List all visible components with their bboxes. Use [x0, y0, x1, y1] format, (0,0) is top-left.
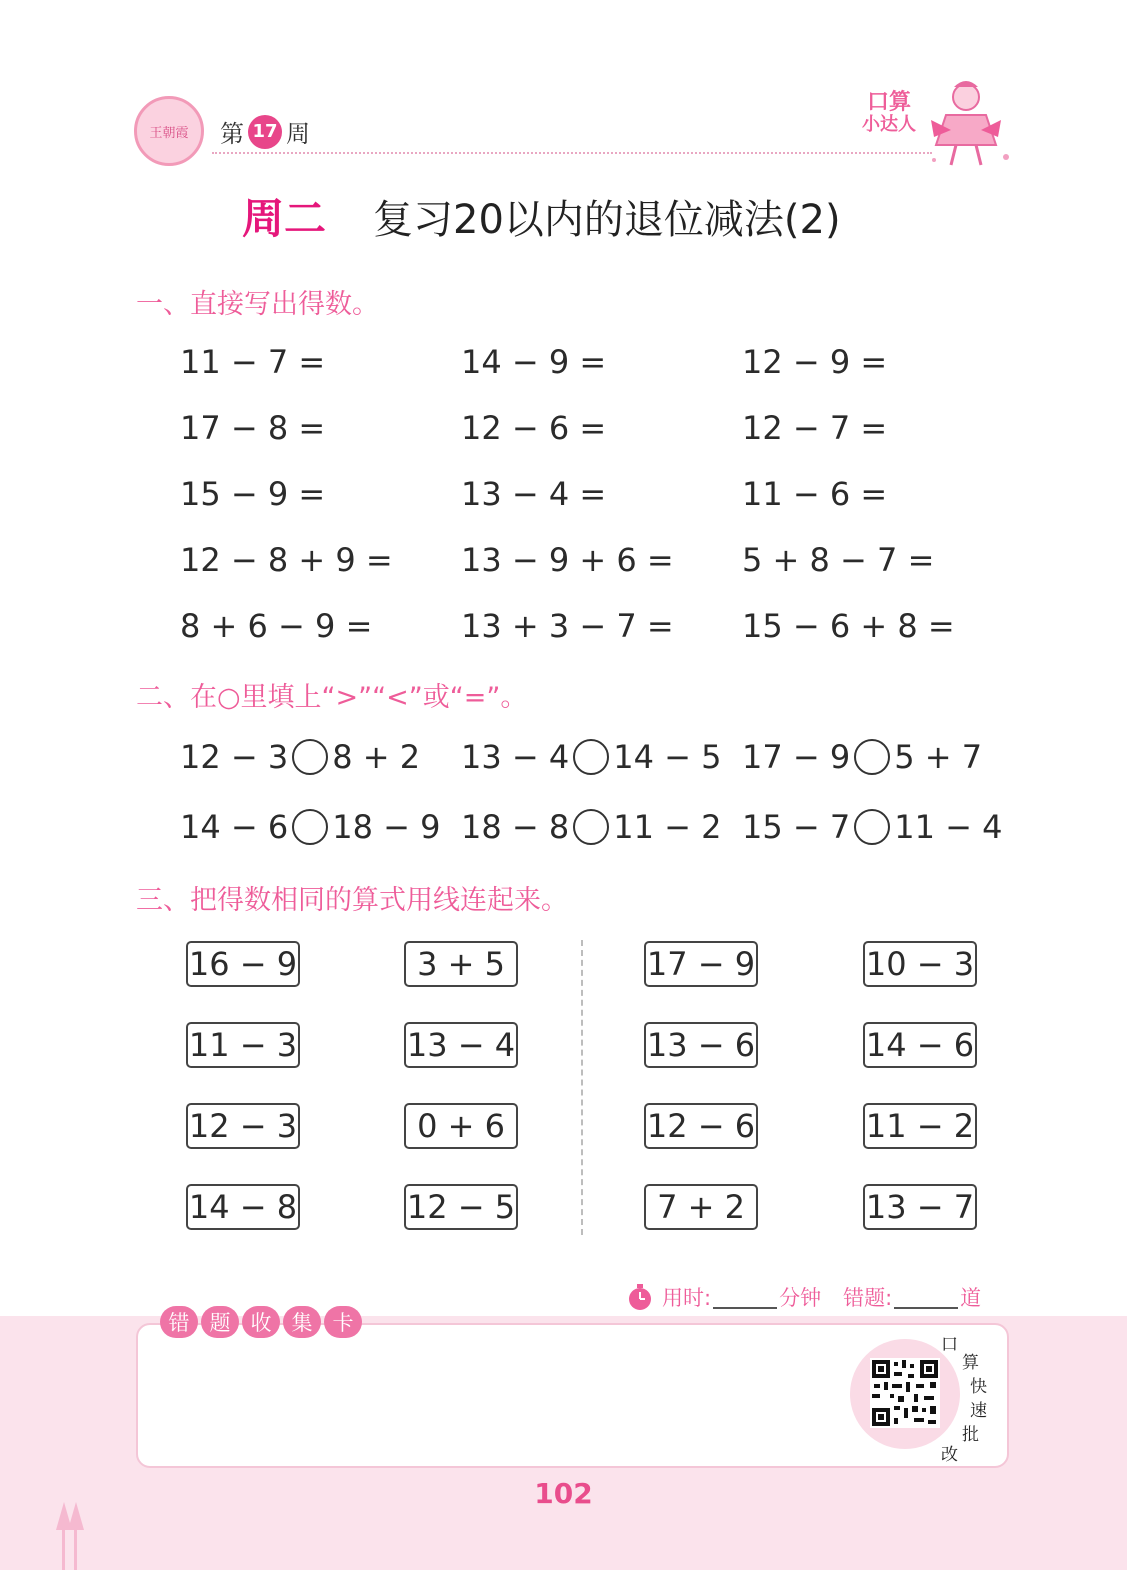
- qr-label-char: 算: [962, 1353, 979, 1373]
- qr-code-icon[interactable]: [870, 1358, 940, 1428]
- match-box[interactable]: 13 − 7: [863, 1184, 977, 1230]
- compare-left: 17 − 9: [742, 738, 851, 776]
- timer-row: [626, 1282, 981, 1312]
- match-box[interactable]: 14 − 8: [186, 1184, 300, 1230]
- match-box[interactable]: 7 + 2: [644, 1184, 758, 1230]
- compare-right: 8 + 2: [332, 738, 421, 776]
- compare-right: 11 − 2: [613, 808, 722, 846]
- qr-label-char: 快: [970, 1377, 987, 1397]
- brand-line-2: 小达人: [862, 114, 916, 135]
- corner-arrow-icon: [52, 1500, 92, 1570]
- compare-1-1: [180, 738, 420, 776]
- compare-left: 12 − 3: [180, 738, 289, 776]
- problem-3-1: 15 − 9 =: [180, 475, 326, 513]
- time-unit: 分钟: [779, 1286, 822, 1310]
- stopwatch-icon: [626, 1283, 654, 1311]
- publisher-logo: [134, 96, 204, 166]
- match-box[interactable]: 0 + 6: [404, 1103, 518, 1149]
- tag-char: 卡: [324, 1306, 362, 1338]
- problem-4-1: 12 − 8 + 9 =: [180, 541, 393, 579]
- error-label: 错题:: [843, 1286, 893, 1310]
- tag-char: 集: [283, 1306, 321, 1338]
- brand-line-1: 口算: [866, 90, 911, 115]
- time-input-line[interactable]: [713, 1285, 777, 1309]
- qr-label-char: 改: [941, 1445, 958, 1465]
- compare-blank-circle[interactable]: [292, 739, 328, 775]
- section-3-heading: 三、把得数相同的算式用线连起来。: [136, 885, 568, 916]
- problem-4-2: 13 − 9 + 6 =: [461, 541, 674, 579]
- time-label: 用时:: [662, 1286, 712, 1310]
- match-box[interactable]: 16 − 9: [186, 941, 300, 987]
- problem-4-3: 5 + 8 − 7 =: [742, 541, 935, 579]
- match-box[interactable]: 11 − 3: [186, 1022, 300, 1068]
- problem-5-1: 8 + 6 − 9 =: [180, 607, 373, 645]
- compare-right: 18 − 9: [332, 808, 441, 846]
- match-box[interactable]: 14 − 6: [863, 1022, 977, 1068]
- qr-label-char: 口: [941, 1335, 958, 1355]
- compare-blank-circle[interactable]: [573, 739, 609, 775]
- week-suffix: 周: [286, 120, 310, 148]
- match-box[interactable]: 12 − 6: [644, 1103, 758, 1149]
- problem-5-3: 15 − 6 + 8 =: [742, 607, 955, 645]
- compare-left: 15 − 7: [742, 808, 851, 846]
- header-divider: [212, 152, 932, 154]
- compare-blank-circle[interactable]: [292, 809, 328, 845]
- week-label: [220, 114, 310, 149]
- match-box[interactable]: 10 − 3: [863, 941, 977, 987]
- section-2-heading: 二、在○里填上“>”“<”或“=”。: [136, 682, 528, 713]
- problem-3-2: 13 − 4 =: [461, 475, 607, 513]
- logo-text: 王朝霞: [149, 125, 189, 141]
- tag-char: 收: [242, 1306, 280, 1338]
- compare-blank-circle[interactable]: [573, 809, 609, 845]
- mascot-icon: [926, 75, 1016, 170]
- compare-2-2: [461, 808, 721, 846]
- compare-left: 18 − 8: [461, 808, 570, 846]
- qr-label-char: 速: [970, 1401, 987, 1421]
- problem-2-1: 17 − 8 =: [180, 409, 326, 447]
- day-title: 周二: [242, 194, 327, 243]
- qr-label-char: 批: [962, 1425, 979, 1445]
- section-1-heading: 一、直接写出得数。: [136, 289, 379, 320]
- match-box[interactable]: 13 − 4: [404, 1022, 518, 1068]
- tag-char: 题: [201, 1306, 239, 1338]
- week-number-badge: 17: [248, 115, 282, 149]
- problem-2-2: 12 − 6 =: [461, 409, 607, 447]
- problem-3-3: 11 − 6 =: [742, 475, 888, 513]
- compare-blank-circle[interactable]: [854, 809, 890, 845]
- error-card-tag: [160, 1306, 362, 1338]
- compare-right: 14 − 5: [613, 738, 722, 776]
- section-3-divider: [581, 940, 583, 1235]
- page-number: 102: [534, 1477, 593, 1510]
- match-box[interactable]: 11 − 2: [863, 1103, 977, 1149]
- tag-char: 错: [160, 1306, 198, 1338]
- match-box[interactable]: 3 + 5: [404, 941, 518, 987]
- problem-1-2: 14 − 9 =: [461, 343, 607, 381]
- match-box[interactable]: 13 − 6: [644, 1022, 758, 1068]
- problem-1-3: 12 − 9 =: [742, 343, 888, 381]
- compare-right: 5 + 7: [894, 738, 983, 776]
- brand-title: [852, 92, 926, 136]
- error-input-line[interactable]: [894, 1285, 958, 1309]
- week-prefix: 第: [220, 120, 244, 148]
- match-box[interactable]: 17 − 9: [644, 941, 758, 987]
- error-unit: 道: [960, 1286, 982, 1310]
- problem-2-3: 12 − 7 =: [742, 409, 888, 447]
- compare-1-2: [461, 738, 721, 776]
- compare-left: 14 − 6: [180, 808, 289, 846]
- problem-1-1: 11 − 7 =: [180, 343, 326, 381]
- page-title: 复习20以内的退位减法(2): [373, 197, 841, 243]
- problem-5-2: 13 + 3 − 7 =: [461, 607, 674, 645]
- compare-2-3: [742, 808, 1002, 846]
- compare-blank-circle[interactable]: [854, 739, 890, 775]
- match-box[interactable]: 12 − 3: [186, 1103, 300, 1149]
- match-box[interactable]: 12 − 5: [404, 1184, 518, 1230]
- compare-1-3: [742, 738, 982, 776]
- compare-left: 13 − 4: [461, 738, 570, 776]
- compare-2-1: [180, 808, 440, 846]
- compare-right: 11 − 4: [894, 808, 1003, 846]
